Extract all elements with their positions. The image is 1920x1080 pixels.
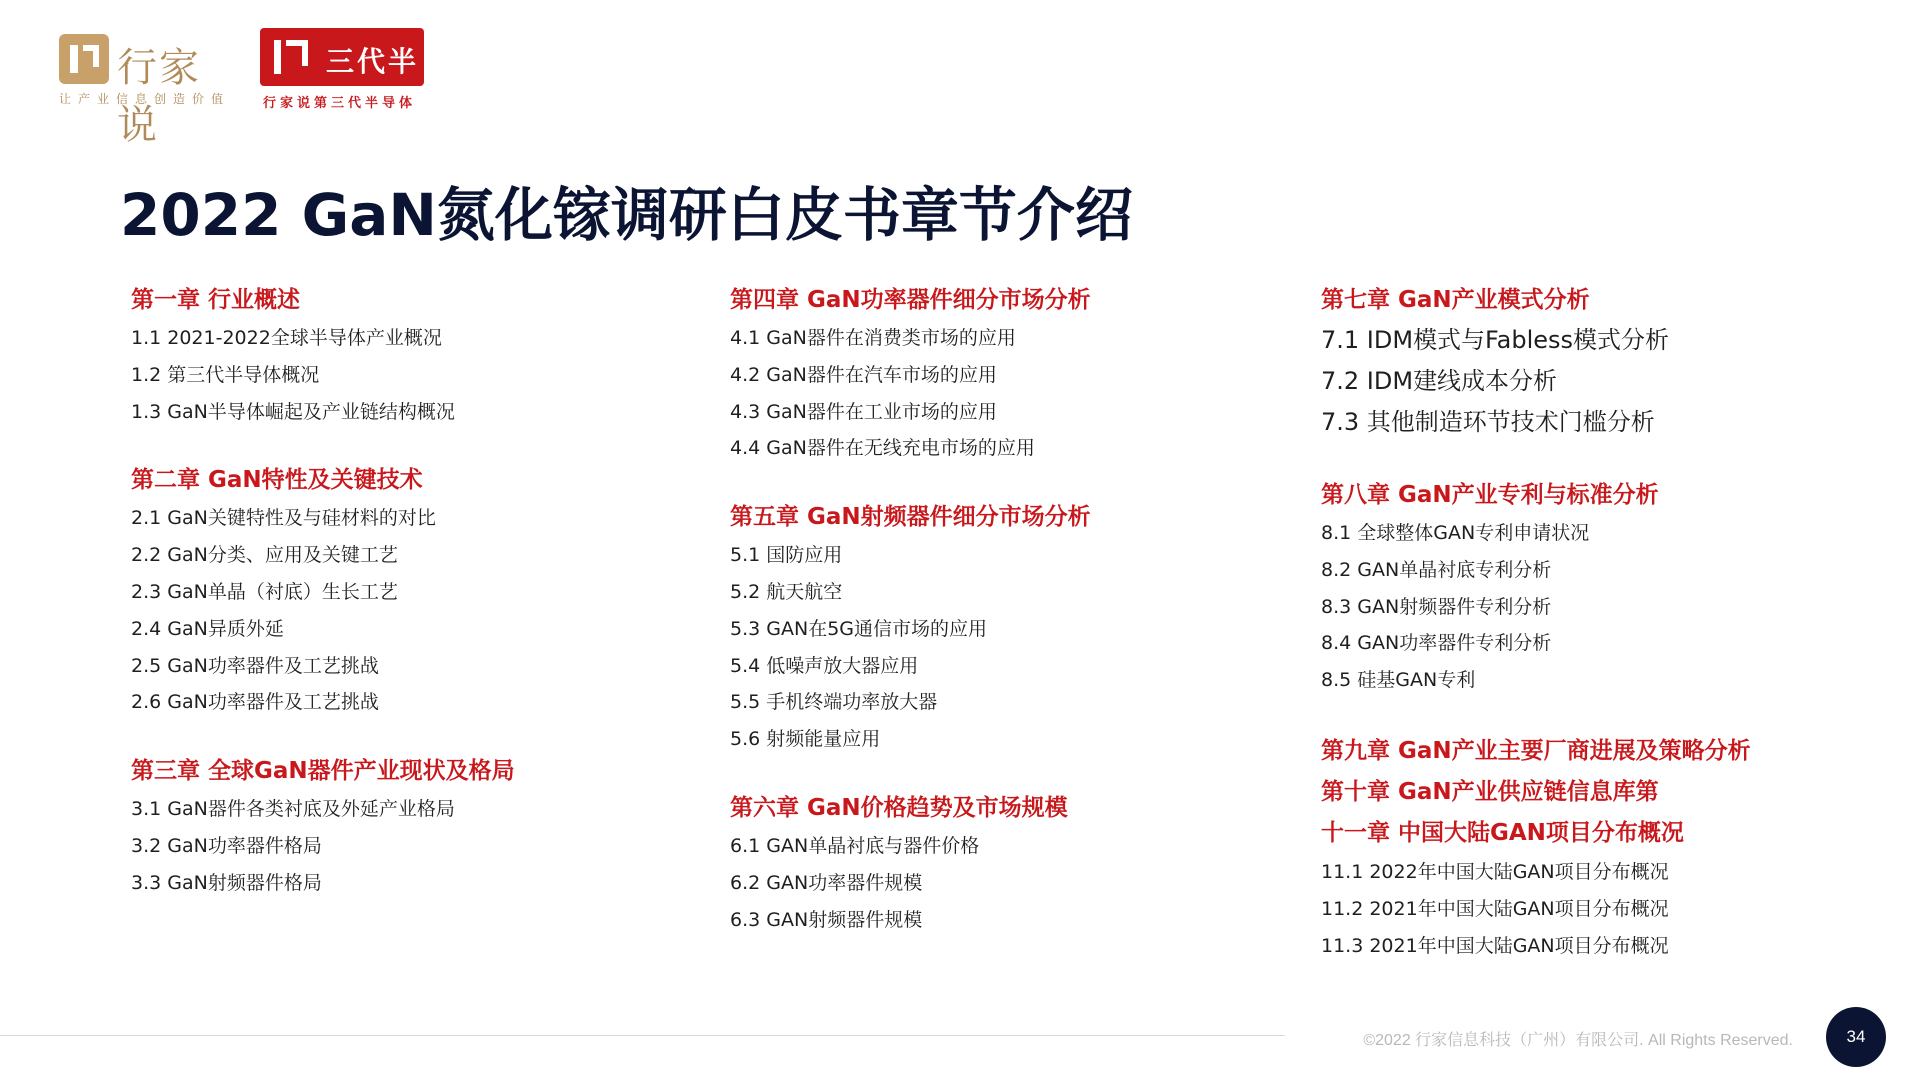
section-item: 2.2 GaN分类、应用及关键工艺 xyxy=(131,544,398,567)
chapter-title: 第一章 行业概述 xyxy=(131,287,301,313)
section-item: 6.2 GAN功率器件规模 xyxy=(730,871,923,894)
section-item: 11.3 2021年中国大陆GAN项目分布概况 xyxy=(1321,934,1669,957)
chapter-title: 第四章 GaN功率器件细分市场分析 xyxy=(730,287,1091,313)
section-item: 1.3 GaN半导体崛起及产业链结构概况 xyxy=(131,400,455,423)
sub-brand-logo-box xyxy=(260,28,424,86)
page-title: 2022 GaN氮化镓调研白皮书章节介绍 xyxy=(120,181,1133,249)
section-item: 2.6 GaN功率器件及工艺挑战 xyxy=(131,691,379,714)
sub-brand-logo-tagline: 行家说第三代半导体 xyxy=(263,96,417,111)
section-item: 4.1 GaN器件在消费类市场的应用 xyxy=(730,327,1016,349)
section-item: 3.3 GaN射频器件格局 xyxy=(131,871,322,894)
chapter-9 xyxy=(1321,731,1751,772)
section-item: 6.1 GAN单晶衬底与器件价格 xyxy=(730,834,980,857)
sub-brand-logo xyxy=(260,28,430,112)
chapter-10 xyxy=(1321,772,1751,813)
chapter-title: 第三章 全球GaN器件产业现状及格局 xyxy=(131,758,515,785)
chapter-column-1 xyxy=(131,284,515,924)
section-item: 5.6 射频能量应用 xyxy=(730,728,881,751)
chapter-11 xyxy=(1321,813,1751,964)
section-list xyxy=(730,320,1091,467)
section-list xyxy=(131,320,515,430)
copyright-text: ©2022 行家信息科技（广州）有限公司. All Rights Reserved. xyxy=(1363,1032,1793,1049)
chapter-title: 第七章 GaN产业模式分析 xyxy=(1321,287,1590,313)
page-number-badge: 34 xyxy=(1826,1007,1886,1067)
section-item: 8.4 GAN功率器件专利分析 xyxy=(1321,632,1552,655)
section-item: 5.3 GAN在5G通信市场的应用 xyxy=(730,617,988,640)
brand-logo-name: 行家说 xyxy=(117,45,201,148)
section-item: 5.2 航天航空 xyxy=(730,580,843,603)
section-list xyxy=(1321,515,1751,699)
section-item: 3.2 GaN功率器件格局 xyxy=(131,834,322,857)
section-item: 11.2 2021年中国大陆GAN项目分布概况 xyxy=(1321,897,1669,920)
chapter-8 xyxy=(1321,479,1751,699)
chapter-title: 第九章 GaN产业主要厂商进展及策略分析 xyxy=(1321,737,1751,764)
brand-logo-tagline: 让产业信息创造价值 xyxy=(59,92,231,106)
section-item: 1.1 2021-2022全球半导体产业概况 xyxy=(131,327,442,349)
section-item: 11.1 2022年中国大陆GAN项目分布概况 xyxy=(1321,860,1669,883)
chapter-title: 第二章 GaN特性及关键技术 xyxy=(131,467,423,494)
section-item: 2.3 GaN单晶（衬底）生长工艺 xyxy=(131,580,398,603)
section-item: 5.5 手机终端功率放大器 xyxy=(730,691,938,714)
sub-brand-logo-name: 三代半 xyxy=(326,45,420,78)
chapter-3 xyxy=(131,755,515,901)
chapter-title: 十一章 中国大陆GAN项目分布概况 xyxy=(1321,819,1684,846)
section-item: 4.4 GaN器件在无线充电市场的应用 xyxy=(730,437,1035,460)
section-item: 7.3 其他制造环节技术门槛分析 xyxy=(1321,408,1655,436)
section-item: 4.2 GaN器件在汽车市场的应用 xyxy=(730,363,997,386)
brand-logo xyxy=(59,34,239,148)
section-item: 2.5 GaN功率器件及工艺挑战 xyxy=(131,654,379,677)
chapter-title: 第十章 GaN产业供应链信息库第 xyxy=(1321,778,1659,805)
section-list xyxy=(1321,320,1751,443)
chapter-4 xyxy=(730,284,1091,467)
brand-logo-mark-icon xyxy=(59,34,109,84)
section-list xyxy=(730,537,1091,758)
chapter-title: 第五章 GaN射频器件细分市场分析 xyxy=(730,504,1091,531)
section-item: 7.1 IDM模式与Fabless模式分析 xyxy=(1321,326,1670,354)
section-item: 3.1 GaN器件各类衬底及外延产业格局 xyxy=(131,798,455,821)
section-item: 8.2 GAN单晶衬底专利分析 xyxy=(1321,558,1552,581)
chapter-7 xyxy=(1321,284,1751,443)
chapter-column-3 xyxy=(1321,284,1751,964)
section-list xyxy=(730,828,1091,938)
section-item: 1.2 第三代半导体概况 xyxy=(131,363,320,386)
chapter-2 xyxy=(131,464,515,721)
chapter-column-2 xyxy=(730,284,1091,960)
section-item: 8.3 GAN射频器件专利分析 xyxy=(1321,595,1552,618)
sub-brand-logo-mark-icon xyxy=(274,40,312,74)
chapter-6 xyxy=(730,792,1091,938)
section-item: 8.1 全球整体GAN专利申请状况 xyxy=(1321,522,1590,544)
chapter-1 xyxy=(131,284,515,430)
footer-divider xyxy=(0,1035,1285,1036)
section-item: 6.3 GAN射频器件规模 xyxy=(730,908,923,931)
chapter-5 xyxy=(730,501,1091,758)
section-list xyxy=(131,500,515,721)
section-item: 2.4 GaN异质外延 xyxy=(131,617,284,640)
section-item: 7.2 IDM建线成本分析 xyxy=(1321,367,1558,395)
section-item: 5.1 国防应用 xyxy=(730,544,843,567)
section-item: 2.1 GaN关键特性及与硅材料的对比 xyxy=(131,507,436,530)
chapter-title: 第六章 GaN价格趋势及市场规模 xyxy=(730,794,1068,821)
section-item: 4.3 GaN器件在工业市场的应用 xyxy=(730,400,997,423)
section-item: 5.4 低噪声放大器应用 xyxy=(730,654,919,677)
section-item: 8.5 硅基GAN专利 xyxy=(1321,669,1476,692)
section-list xyxy=(1321,854,1751,964)
section-list xyxy=(131,791,515,901)
chapter-title: 第八章 GaN产业专利与标准分析 xyxy=(1321,482,1659,508)
